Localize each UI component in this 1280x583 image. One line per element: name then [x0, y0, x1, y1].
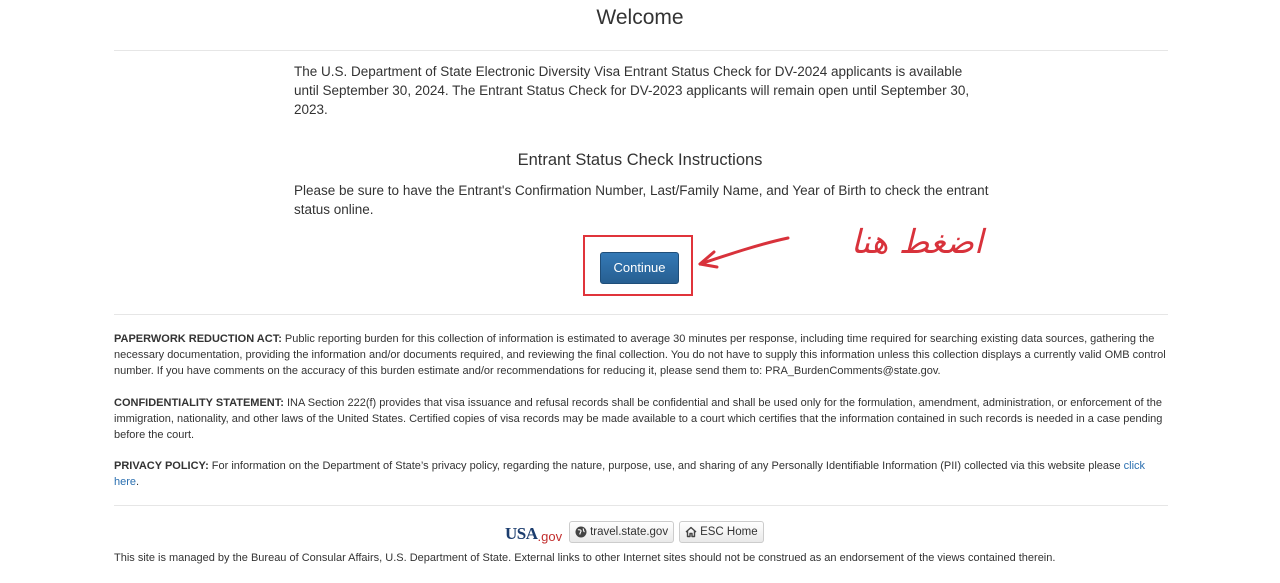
privacy-after: .	[136, 476, 140, 488]
globe-icon	[575, 526, 587, 538]
confidentiality-statement	[114, 395, 1170, 443]
travel-state-gov-button[interactable]	[569, 521, 674, 543]
instructions-text: Please be sure to have the Entrant's Confirmation Number, Last/Family Name, and Year of Birth to check the entrant status online.	[294, 183, 989, 217]
divider	[114, 505, 1168, 506]
gov-logo-text: .gov	[537, 529, 563, 544]
confidentiality-heading: CONFIDENTIALITY STATEMENT:	[114, 397, 284, 409]
annotation-arrow	[690, 232, 794, 272]
intro-text: The U.S. Department of State Electronic Diversity Visa Entrant Status Check for DV-2024 applicants is available until September 30, 2024. The Entrant Status Check for DV-2023 applicants will remain open until September 30, 2023.	[294, 64, 970, 117]
privacy-heading: PRIVACY POLICY:	[114, 460, 209, 472]
divider	[114, 50, 1168, 51]
esc-home-label: ESC Home	[700, 526, 758, 538]
usa-logo-text: USA	[505, 524, 538, 543]
privacy-link[interactable]: click here	[114, 460, 1146, 488]
travel-state-gov-label: travel.state.gov	[590, 526, 669, 538]
paperwork-heading: PAPERWORK REDUCTION ACT:	[114, 333, 282, 345]
privacy-text: For information on the Department of State’s privacy policy, regarding the nature, purpose, use, and sharing of any Personally Identifiable Information (PII) collected via this website please	[208, 460, 1124, 472]
paperwork-text: Public reporting burden for this collection of information is estimated to average 30 minutes per response, including time required for searching existing data sources, gathering the necessary documentation, providing the information and/or documents required, and reviewing the final collection. You do not have to supply this information unless this collection displays a currently valid OMB control number. If you have comments on the accuracy of this burden estimate and/or recommendations for reducing it, please send them to: PRA_BurdenComments@state.gov.	[114, 333, 1166, 377]
page-title: Welcome	[596, 6, 684, 29]
esc-home-button[interactable]	[679, 521, 764, 543]
privacy-policy	[114, 458, 1170, 490]
home-icon	[685, 526, 697, 538]
footer-links	[505, 520, 764, 544]
divider	[114, 314, 1168, 315]
annotation-text: اضغط هنا	[850, 222, 984, 261]
continue-button[interactable]: Continue	[600, 252, 679, 284]
footer-note: This site is managed by the Bureau of Consular Affairs, U.S. Department of State. External links to other Internet sites should not be construed as an endorsement of the views contained therein.	[114, 552, 1056, 564]
instructions-title: Entrant Status Check Instructions	[517, 151, 763, 169]
paperwork-reduction-act	[114, 331, 1170, 379]
usa-gov-logo[interactable]	[505, 520, 562, 544]
confidentiality-text: INA Section 222(f) provides that visa issuance and refusal records shall be confidential and shall be used only for the formulation, amendment, administration, or enforcement of the immigration, nationality, and other laws of the United States. Certified copies of visa records may be made available to a court which certifies that the information contained in such records is needed in a case pending before the court.	[114, 397, 1163, 441]
